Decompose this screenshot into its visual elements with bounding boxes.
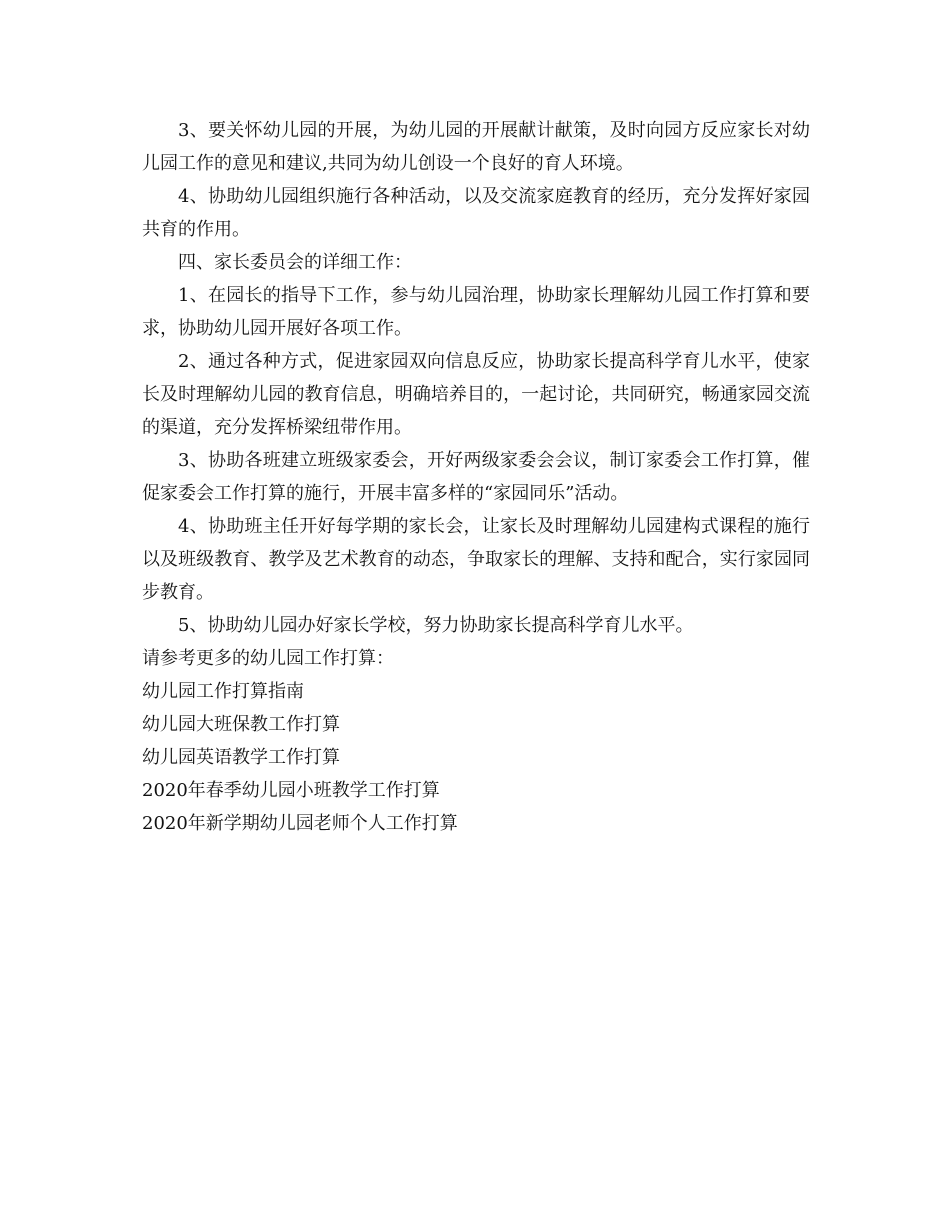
- related-link-senior-class[interactable]: 幼儿园大班保教工作打算: [142, 714, 340, 735]
- section-heading-committee-work: 四、家长委员会的详细工作：: [178, 252, 412, 273]
- paragraph-work-under-director: 1、在园长的指导下工作，参与幼儿园治理，协助家长理解幼儿园工作打算和要求，协助幼儿园开展好各项工作。: [142, 285, 810, 339]
- related-link-spring-junior[interactable]: 2020年春季幼儿园小班教学工作打算: [142, 780, 440, 801]
- related-link-guide[interactable]: 幼儿园工作打算指南: [142, 681, 304, 702]
- document-body: [142, 114, 810, 840]
- paragraph-parent-school: 5、协助幼儿园办好家长学校，努力协助家长提高科学育儿水平。: [178, 615, 694, 636]
- paragraph-parent-care: 3、要关怀幼儿园的开展，为幼儿园的开展献计献策，及时向园方反应家长对幼儿园工作的意见和建议,共同为幼儿创设一个良好的育人环境。: [142, 120, 810, 174]
- paragraph-assist-activities: 4、协助幼儿园组织施行各种活动，以及交流家庭教育的经历，充分发挥好家园共育的作用。: [142, 186, 810, 240]
- related-intro: 请参考更多的幼儿园工作打算：: [142, 648, 394, 669]
- related-link-english[interactable]: 幼儿园英语教学工作打算: [142, 747, 340, 768]
- related-link-teacher-personal[interactable]: 2020年新学期幼儿园老师个人工作打算: [142, 813, 458, 834]
- paragraph-two-way-feedback: 2、通过各种方式，促进家园双向信息反应，协助家长提高科学育儿水平，使家长及时理解幼儿园的教育信息，明确培养目的，一起讨论，共同研究，畅通家园交流的渠道，充分发挥桥梁纽带作用。: [142, 351, 810, 438]
- paragraph-parent-meetings: 4、协助班主任开好每学期的家长会，让家长及时理解幼儿园建构式课程的施行以及班级教育、教学及艺术教育的动态，争取家长的理解、支持和配合，实行家园同步教育。: [142, 516, 810, 603]
- paragraph-class-committees: 3、协助各班建立班级家委会，开好两级家委会会议，制订家委会工作打算，催促家委会工作打算的施行，开展丰富多样的“家园同乐”活动。: [142, 450, 810, 504]
